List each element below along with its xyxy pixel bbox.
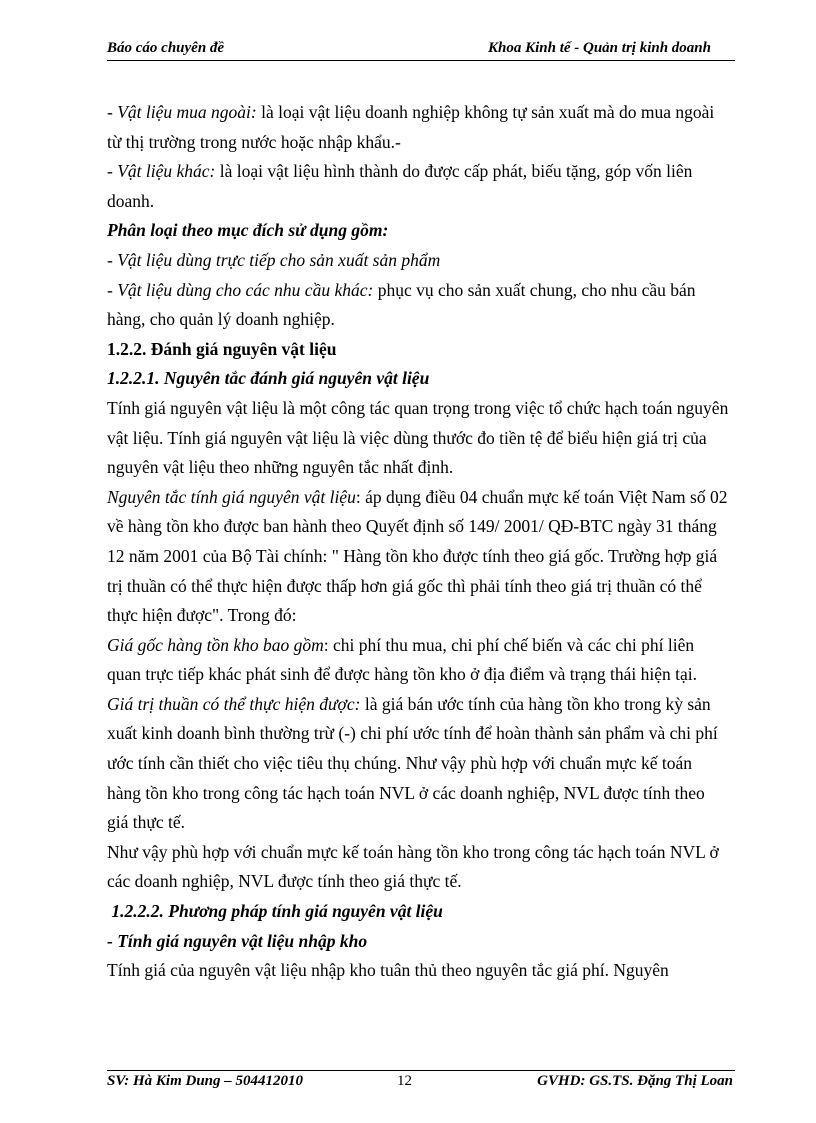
paragraph-other-needs xyxy=(107,276,729,335)
page-number: 12 xyxy=(397,1073,412,1089)
footer-rule xyxy=(107,1070,735,1071)
term-text: : áp dụng điều 04 chuẩn mực kế toán Việt Nam số 02 về hàng tồn kho được ban hành theo Quyết định số 149/ 2001/ QĐ-BTC ngày 31 tháng 12 năm 2001 của Bộ Tài chính: " Hàng tồn kho được tính theo giá gốc. Trường hợp giá trị thuần có thể thực hiện được thấp hơn giá gốc thì phải tính theo giá trị thuần có thể thực hiện được". Trong đó: xyxy=(107,486,728,626)
heading-classification: Phân loại theo mục đích sử dụng gồm: xyxy=(107,220,389,241)
paragraph-direct-materials: - Vật liệu dùng trực tiếp cho sản xuất sản phẩm xyxy=(107,249,441,270)
paragraph-valuation-intro: Tính giá nguyên vật liệu là một công tác quan trọng trong việc tổ chức hạch toán nguyên vật liệu. Tính giá nguyên vật liệu là việc dùng thước đo tiền tệ để biểu hiện giá trị của nguyên vật liệu theo những nguyên tắc nhất định. xyxy=(107,397,729,478)
term-text: là loại vật liệu doanh nghiệp không tự sản xuất mà do mua ngoài từ thị trường trong nước hoặc nhập khẩu.- xyxy=(107,102,715,152)
term-label: Giá trị thuần có thể thực hiện được: xyxy=(107,693,361,714)
heading-section-1-2-2-2: 1.2.2.2. Phương pháp tính giá nguyên vật liệu xyxy=(107,901,443,922)
paragraph-summary: Như vậy phù hợp với chuẩn mực kế toán hàng tồn kho trong công tác hạch toán NVL ở các doanh nghiệp, NVL được tính theo giá thực tế. xyxy=(107,841,719,892)
document-body xyxy=(107,98,729,986)
footer-advisor: GVHD: GS.TS. Đặng Thị Loan xyxy=(537,1073,733,1089)
term-label: - Vật liệu khác: xyxy=(107,161,216,182)
term-label: Giá gốc hàng tồn kho bao gồm xyxy=(107,634,324,655)
header-left-title: Báo cáo chuyên đề xyxy=(107,40,225,56)
term-text: phục vụ cho sản xuất chung, cho nhu cầu bán hàng, cho quản lý doanh nghiệp. xyxy=(107,279,696,330)
paragraph-net-realizable-value xyxy=(107,690,729,838)
term-text: là loại vật liệu hình thành do được cấp phát, biếu tặng, góp vốn liên doanh. xyxy=(107,161,693,211)
page-footer xyxy=(107,1073,735,1093)
page-header xyxy=(107,38,735,60)
heading-section-1-2-2-1: 1.2.2.1. Nguyên tắc đánh giá nguyên vật liệu xyxy=(107,368,430,389)
paragraph-other-materials xyxy=(107,157,729,216)
header-rule xyxy=(107,60,735,61)
header-right-title: Khoa Kinh tế - Quản trị kinh doanh xyxy=(487,40,711,56)
paragraph-original-cost xyxy=(107,631,729,690)
paragraph-valuation-principle xyxy=(107,483,729,631)
paragraph-purchased-materials xyxy=(107,98,729,157)
footer-student: SV: Hà Kim Dung – 504412010 xyxy=(107,1073,304,1089)
heading-section-1-2-2: 1.2.2. Đánh giá nguyên vật liệu xyxy=(107,338,337,359)
term-text: : chi phí thu mua, chi phí chế biến và các chi phí liên quan trực tiếp khác phát sinh để được hàng tồn kho ở địa điểm và trạng thái hiện tại. xyxy=(107,634,698,685)
paragraph-import-valuation: Tính giá của nguyên vật liệu nhập kho tuân thủ theo nguyên tắc giá phí. Nguyên xyxy=(107,960,669,981)
term-label: - Vật liệu dùng cho các nhu cầu khác: xyxy=(107,279,374,300)
term-label: - Vật liệu mua ngoài: xyxy=(107,102,257,122)
term-text: là giá bán ước tính của hàng tồn kho trong kỳ sản xuất kinh doanh bình thường trừ (-) chi phí ước tính để hoàn thành sản phẩm và chi phí ước tính cần thiết cho việc tiêu thụ chúng. Như vậy phù hợp với chuẩn mực kế toán hàng tồn kho trong công tác hạch toán NVL ở các doanh nghiệp, NVL được tính theo giá thực tế. xyxy=(107,693,718,833)
term-label: Nguyên tắc tính giá nguyên vật liệu xyxy=(107,486,356,507)
heading-import-valuation: - Tính giá nguyên vật liệu nhập kho xyxy=(107,930,368,951)
